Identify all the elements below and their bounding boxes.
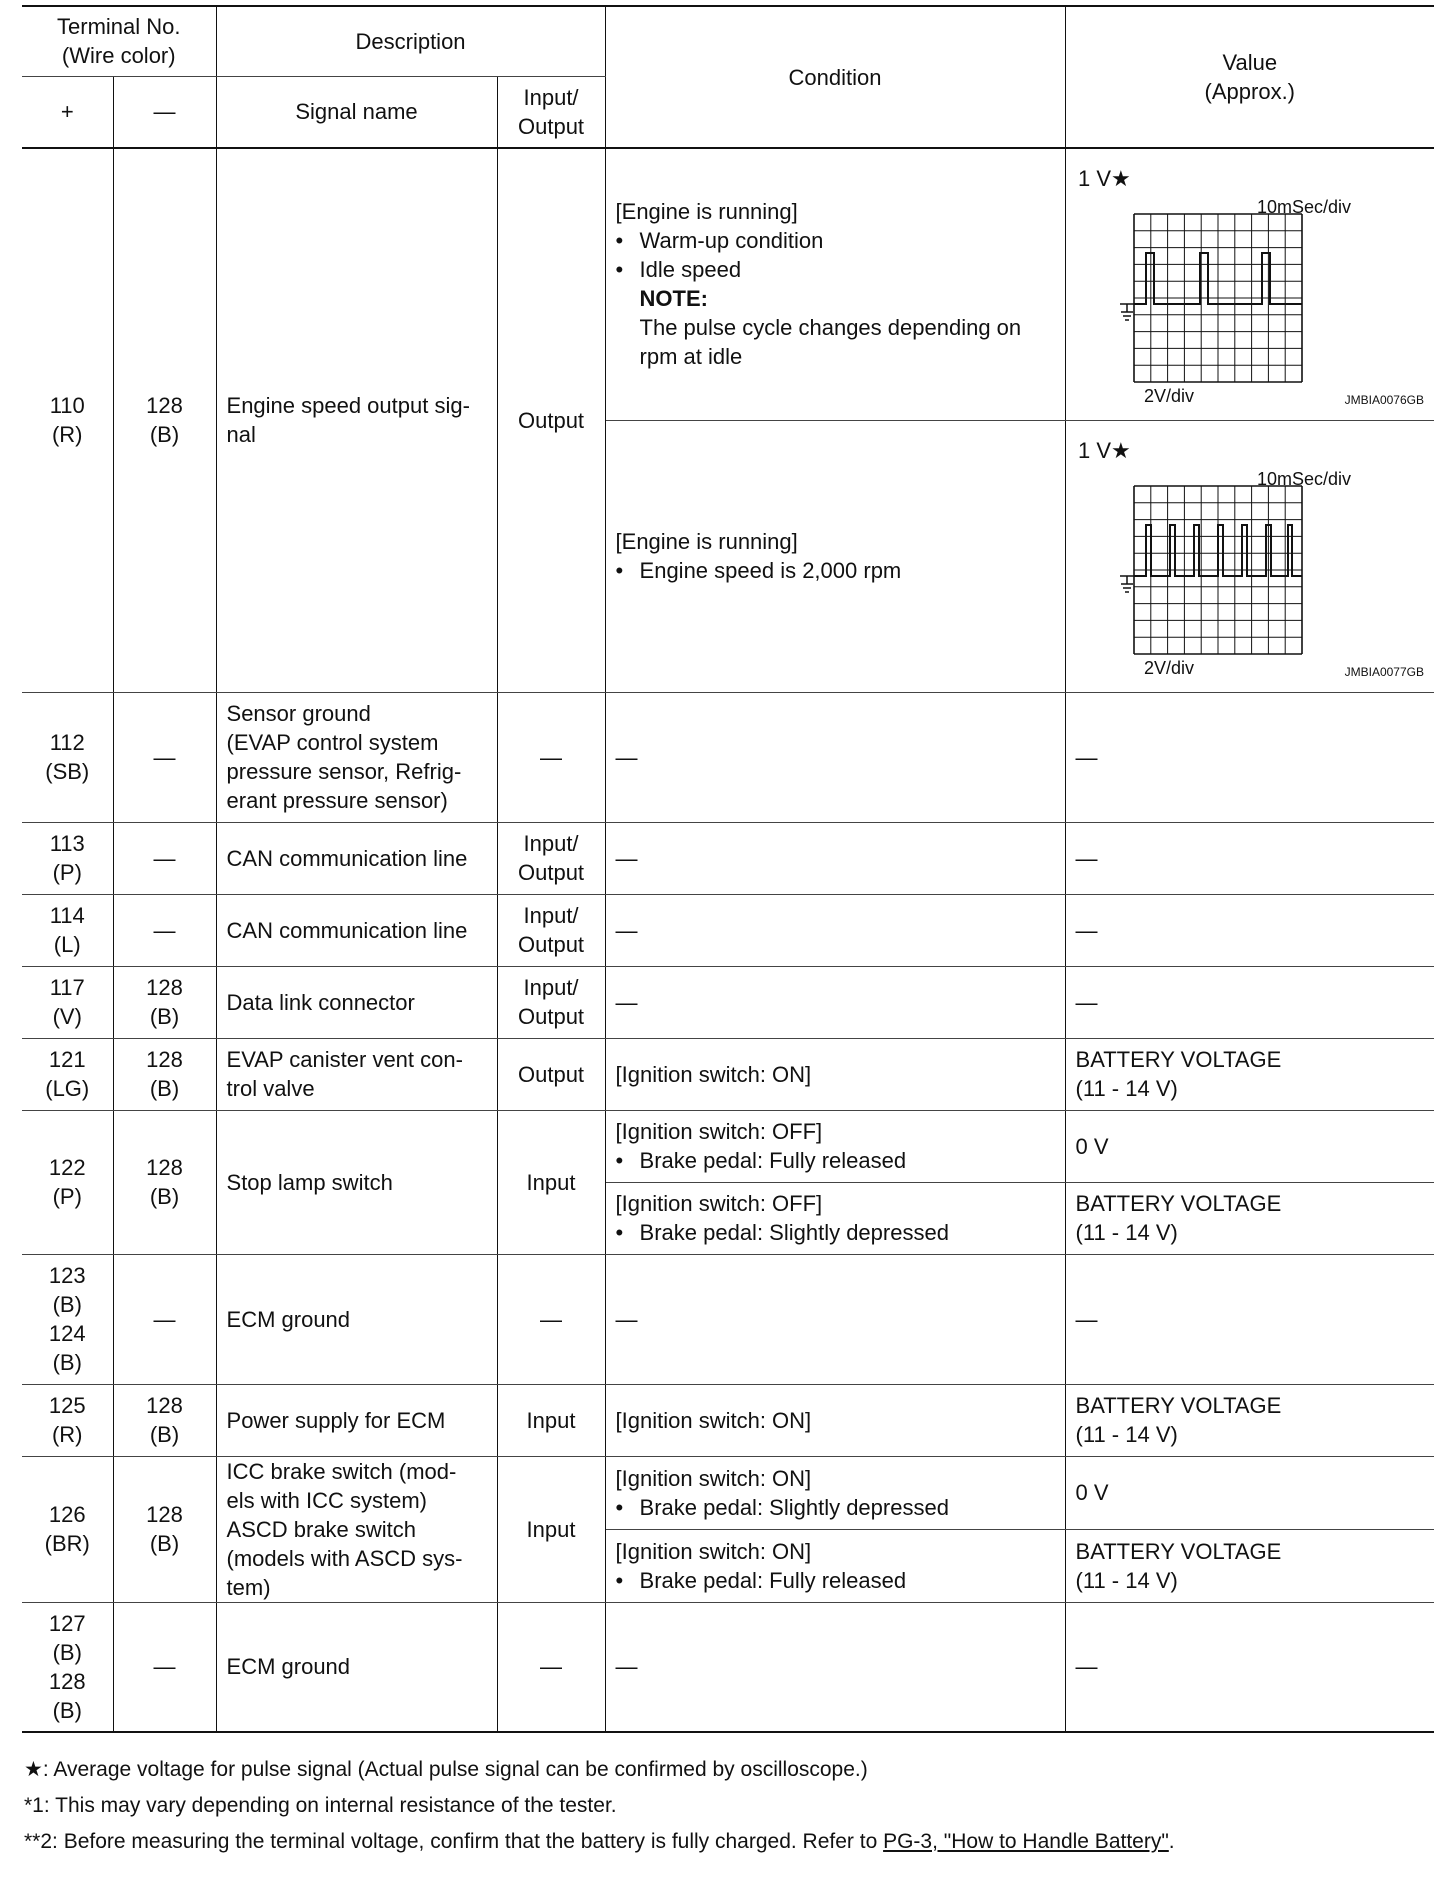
terminal-plus: 113 (P) <box>22 822 113 894</box>
oscilloscope-graph <box>1066 424 1432 688</box>
footnote-2 <box>24 1824 1434 1860</box>
condition-bullet: • Idle speed <box>616 255 1055 284</box>
value-cell: — <box>1065 1254 1434 1384</box>
value-cell: — <box>1065 1602 1434 1732</box>
figure-code: JMBIA0077GB <box>1344 665 1424 679</box>
value-cell: 0 V <box>1065 1110 1434 1182</box>
ground-symbol <box>1120 576 1134 592</box>
condition-head: [Ignition switch: OFF] <box>615 1191 823 1216</box>
header-row-1 <box>22 6 1434 76</box>
signal-name: ECM ground <box>216 1602 497 1732</box>
scope-grid <box>1134 214 1302 382</box>
header-condition: Condition <box>605 6 1065 148</box>
input-output: Input <box>497 1110 605 1254</box>
condition-cell: — <box>605 966 1065 1038</box>
table-row <box>22 966 1434 1038</box>
input-output: Output <box>497 1038 605 1110</box>
terminal-minus: 128 (B) <box>113 1456 216 1602</box>
value-cell: BATTERY VOLTAGE (11 - 14 V) <box>1065 1182 1434 1254</box>
value-cell <box>1065 148 1434 420</box>
terminal-minus: 128 (B) <box>113 148 216 692</box>
terminal-plus: 117 (V) <box>22 966 113 1038</box>
condition-head: [Ignition switch: OFF] <box>615 1119 823 1144</box>
header-description: Description <box>216 6 605 76</box>
volts-per-division: 2V/div <box>1143 658 1194 678</box>
input-output: — <box>497 1254 605 1384</box>
terminal-plus: 112 (SB) <box>22 692 113 822</box>
signal-name: Data link connector <box>216 966 497 1038</box>
terminal-plus: 121 (LG) <box>22 1038 113 1110</box>
condition-cell: — <box>605 822 1065 894</box>
input-output: Input <box>497 1456 605 1602</box>
terminal-minus: — <box>113 1254 216 1384</box>
terminal-plus: 123 (B) 124 (B) <box>22 1254 113 1384</box>
table-row <box>22 1254 1434 1384</box>
table-row <box>22 894 1434 966</box>
condition-bullet: • Brake pedal: Fully released <box>616 1146 1055 1175</box>
average-voltage: 1 V★ <box>1077 438 1131 463</box>
condition-cell: [Ignition switch: ON] <box>605 1038 1065 1110</box>
condition-cell <box>605 1182 1065 1254</box>
value-cell: — <box>1065 692 1434 822</box>
condition-bullet: • Warm-up condition <box>616 226 1055 255</box>
value-cell: BATTERY VOLTAGE (11 - 14 V) <box>1065 1529 1434 1602</box>
signal-name: CAN communication line <box>216 894 497 966</box>
condition-bullet: • Brake pedal: Fully released <box>616 1566 1055 1595</box>
condition-cell: — <box>605 1602 1065 1732</box>
table-row <box>22 692 1434 822</box>
battery-reference-link[interactable]: PG-3, "How to Handle Battery" <box>883 1830 1169 1853</box>
condition-cell: [Ignition switch: ON] <box>605 1384 1065 1456</box>
value-cell <box>1065 420 1434 692</box>
header-input-output: Input/ Output <box>497 76 605 148</box>
terminal-plus: 126 (BR) <box>22 1456 113 1602</box>
terminal-minus: 128 (B) <box>113 1384 216 1456</box>
condition-bullet: • Brake pedal: Slightly depressed <box>616 1493 1055 1522</box>
signal-name: Engine speed output sig- nal <box>216 148 497 692</box>
input-output: Input/ Output <box>497 894 605 966</box>
value-cell: BATTERY VOLTAGE (11 - 14 V) <box>1065 1384 1434 1456</box>
value-cell: BATTERY VOLTAGE (11 - 14 V) <box>1065 1038 1434 1110</box>
footnote-2-text: **2: Before measuring the terminal voltage, confirm that the battery is fully charged. Refer to <box>24 1830 884 1853</box>
terminal-minus: 128 (B) <box>113 966 216 1038</box>
condition-cell: — <box>605 1254 1065 1384</box>
table-row <box>22 822 1434 894</box>
input-output: — <box>497 692 605 822</box>
condition-cell <box>605 1110 1065 1182</box>
table-row <box>22 1456 1434 1529</box>
footnote-2-end: . <box>1168 1830 1175 1853</box>
terminal-minus: — <box>113 1602 216 1732</box>
footnote-1: *1: This may vary depending on internal resistance of the tester. <box>24 1794 617 1817</box>
condition-cell <box>605 148 1065 420</box>
terminal-minus: — <box>113 692 216 822</box>
input-output: — <box>497 1602 605 1732</box>
table-row <box>22 1110 1434 1182</box>
signal-name: Sensor ground (EVAP control system pressure sensor, Refrig- erant pressure sensor) <box>216 692 497 822</box>
condition-cell: — <box>605 692 1065 822</box>
input-output: Input/ Output <box>497 822 605 894</box>
value-cell: — <box>1065 894 1434 966</box>
signal-name: Power supply for ECM <box>216 1384 497 1456</box>
header-plus: + <box>22 76 113 148</box>
value-cell: — <box>1065 822 1434 894</box>
table-row <box>22 148 1434 420</box>
terminal-minus: 128 (B) <box>113 1038 216 1110</box>
terminal-plus: 125 (R) <box>22 1384 113 1456</box>
pulse-trace <box>1134 525 1302 576</box>
signal-name: ECM ground <box>216 1254 497 1384</box>
input-output: Input <box>497 1384 605 1456</box>
header-terminal-no: Terminal No. (Wire color) <box>22 6 216 76</box>
terminal-minus: 128 (B) <box>113 1110 216 1254</box>
oscilloscope-waveform-2000rpm <box>1066 424 1435 688</box>
condition-cell: — <box>605 894 1065 966</box>
footnote-star: ★: Average voltage for pulse signal (Actual pulse signal can be confirmed by oscilloscope.) <box>24 1758 868 1781</box>
time-per-division: 10mSec/div <box>1256 469 1351 489</box>
header-signal-name: Signal name <box>216 76 497 148</box>
condition-head: [Ignition switch: ON] <box>615 1465 812 1491</box>
note-heading: NOTE: <box>639 286 708 312</box>
terminal-plus: 114 (L) <box>22 894 113 966</box>
header-value: Value (Approx.) <box>1065 6 1434 148</box>
condition-bullet: • Brake pedal: Slightly depressed <box>616 1218 1055 1247</box>
condition-bullet: • Engine speed is 2,000 rpm <box>616 556 1055 585</box>
condition-head: [Engine is running] <box>615 199 798 225</box>
condition-cell <box>605 420 1065 692</box>
oscilloscope-graph <box>1066 152 1432 416</box>
condition-head: [Ignition switch: ON] <box>615 1538 812 1564</box>
terminal-minus: — <box>113 822 216 894</box>
average-voltage: 1 V★ <box>1077 166 1131 192</box>
oscilloscope-waveform-idle <box>1066 152 1435 416</box>
condition-cell <box>605 1529 1065 1602</box>
table-row <box>22 1384 1434 1456</box>
header-minus: — <box>113 76 216 148</box>
value-cell: 0 V <box>1065 1456 1434 1529</box>
condition-cell <box>605 1456 1065 1529</box>
terminal-plus: 110 (R) <box>22 148 113 692</box>
terminal-minus: — <box>113 894 216 966</box>
footnotes <box>24 1752 1434 1860</box>
terminal-plus: 122 (P) <box>22 1110 113 1254</box>
signal-name: ICC brake switch (mod- els with ICC system) ASCD brake switch (models with ASCD sys- tem) <box>216 1456 497 1602</box>
terminal-table <box>22 5 1434 1733</box>
signal-name: CAN communication line <box>216 822 497 894</box>
time-per-division: 10mSec/div <box>1256 197 1351 218</box>
condition-head: [Engine is running] <box>615 529 798 554</box>
ground-symbol <box>1120 304 1134 320</box>
signal-name: EVAP canister vent con- trol valve <box>216 1038 497 1110</box>
volts-per-division: 2V/div <box>1143 386 1194 407</box>
terminal-plus: 127 (B) 128 (B) <box>22 1602 113 1732</box>
table-row <box>22 1602 1434 1732</box>
figure-code: JMBIA0076GB <box>1344 393 1424 408</box>
input-output: Output <box>497 148 605 692</box>
signal-name: Stop lamp switch <box>216 1110 497 1254</box>
value-cell: — <box>1065 966 1434 1038</box>
table-row <box>22 1038 1434 1110</box>
note-text: The pulse cycle changes depending on rpm at idle <box>639 315 1022 370</box>
input-output: Input/ Output <box>497 966 605 1038</box>
